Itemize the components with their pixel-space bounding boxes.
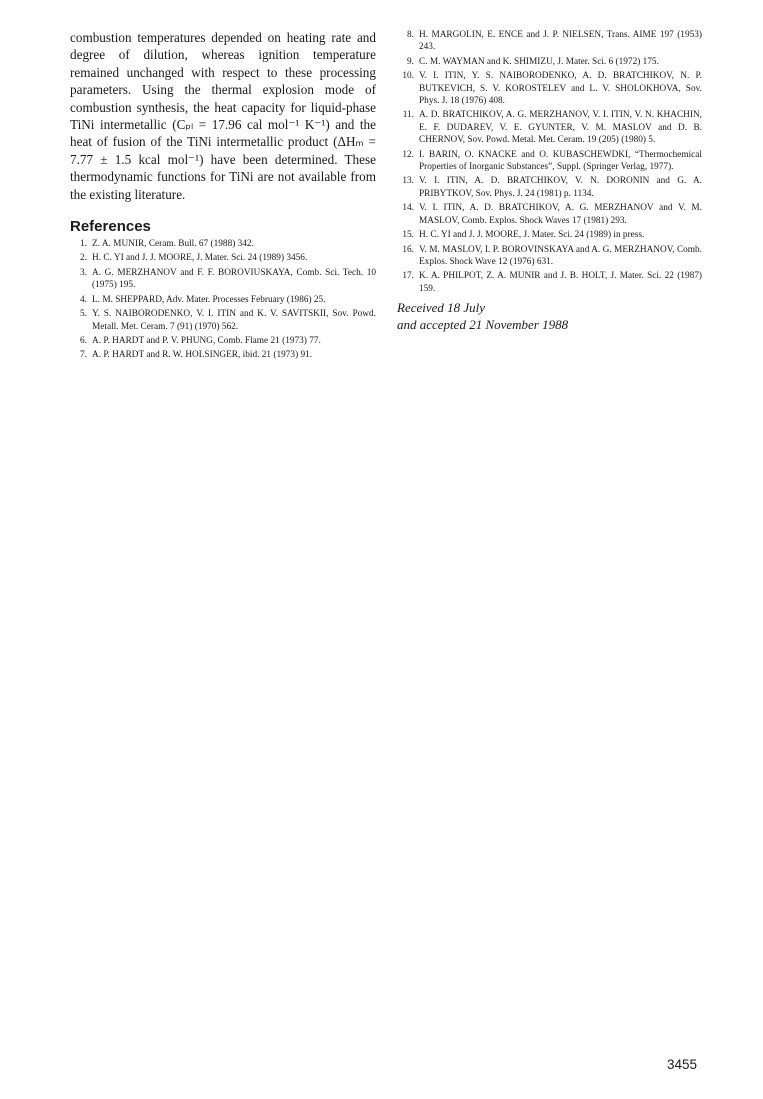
reference-item: [70, 349, 376, 361]
reference-item: [397, 29, 702, 54]
reference-text: I. BARIN, O. KNACKE and O. KUBASCHEWDKI, “Thermochemical Properties of Inorganic Substances”, Suppl. (Springer Verlag, 1977).: [419, 149, 702, 173]
references-heading: References: [70, 218, 151, 236]
body-paragraph: combustion temperatures depended on heating rate and degree of dilution, whereas ignition temperature remained unchanged with respect to these processing parameters. Using the thermal explosion mode of combustion synthesis, the heat capacity for liquid-phase TiNi intermetallic (Cₚₗ = 17.96 cal mol⁻¹ K⁻¹) and the heat of fusion of the TiNi intermetallic product (ΔHₘ = 7.77 ± 1.5 kcal mol⁻¹) have been determined. These thermodynamic functions for TiNi are not available from the existing literature.: [70, 30, 376, 202]
reference-item: [397, 270, 702, 295]
reference-item: [70, 294, 376, 306]
reference-item: [70, 335, 376, 347]
reference-item: [397, 244, 702, 269]
reference-number: 6.: [80, 335, 87, 346]
reference-item: [70, 308, 376, 333]
reference-number: 8.: [407, 30, 414, 40]
reference-number: 4.: [80, 294, 87, 305]
reference-text: V. I. ITIN, A. D. BRATCHIKOV, V. N. DORONIN and G. A. PRIBYTKOV, Sov. Phys. J. 24 (1981) p. 1134.: [419, 176, 702, 199]
received-date: Received 18 July: [397, 300, 486, 316]
right-column: [397, 29, 702, 333]
reference-list-right: [397, 29, 702, 295]
reference-text: C. M. WAYMAN and K. SHIMIZU, J. Mater. Sci. 6 (1972) 175.: [419, 56, 659, 67]
reference-number: 15.: [402, 230, 414, 241]
reference-item: [397, 175, 702, 200]
reference-item: [397, 202, 702, 227]
reference-item: [397, 149, 702, 174]
reference-number: 9.: [407, 56, 414, 67]
reference-text: Z. A. MUNIR, Ceram. Bull. 67 (1988) 342.: [92, 239, 254, 250]
reference-text: V. M. MASLOV, I. P. BOROVINSKAYA and A. G. MERZHANOV, Comb. Explos. Shock Wave 12 (1976) 631.: [419, 244, 702, 267]
reference-item: [70, 252, 376, 264]
reference-number: 13.: [402, 176, 414, 187]
reference-text: H. C. YI and J. J. MOORE, J. Mater. Sci. 24 (1989) 3456.: [92, 253, 308, 264]
reference-item: [397, 229, 702, 241]
reference-item: [397, 109, 702, 146]
reference-number: 5.: [80, 309, 87, 320]
reference-number: 2.: [80, 253, 87, 264]
reference-number: 16.: [402, 244, 414, 255]
left-column: [70, 29, 376, 364]
reference-text: K. A. PHILPOT, Z. A. MUNIR and J. B. HOLT, J. Mater. Sci. 22 (1987) 159.: [419, 271, 702, 294]
reference-list-left: [70, 238, 376, 362]
reference-text: L. M. SHEPPARD, Adv. Mater. Processes February (1986) 25.: [92, 294, 326, 305]
reference-number: 12.: [402, 149, 414, 160]
reference-text: V. I. ITIN, Y. S. NAIBORODENKO, A. D. BRATCHIKOV, N. P. BUTKEVICH, S. V. KOROSTELEV and L. V. SHOLOKHOVA, Sov. Phys. J. 18 (1976) 408.: [419, 71, 702, 107]
reference-text: H. C. YI and J. J. MOORE, J. Mater. Sci. 24 (1989) in press.: [419, 230, 645, 241]
reference-item: [397, 70, 702, 107]
reference-text: Y. S. NAIBORODENKO, V. I. ITIN and K. V. SAVITSKII, Sov. Powd. Metall. Met. Ceram. 7 (91) (1970) 562.: [92, 309, 376, 332]
reference-number: 7.: [80, 350, 87, 361]
reference-number: 10.: [402, 71, 414, 82]
reference-text: V. I. ITIN, A. D. BRATCHIKOV, A. G. MERZHANOV and V. M. MASLOV, Comb. Explos. Shock Waves 17 (1981) 293.: [419, 203, 702, 226]
reference-number: 17.: [402, 271, 414, 282]
reference-text: A. G. MERZHANOV and F. F. BOROVIUSKAYA, Comb. Sci. Tech. 10 (1975) 195.: [92, 267, 376, 291]
reference-item: [70, 267, 376, 292]
accepted-date: and accepted 21 November 1988: [397, 317, 569, 333]
reference-number: 3.: [80, 267, 87, 278]
reference-text: A. P. HARDT and P. V. PHUNG, Comb. Flame 21 (1973) 77.: [92, 335, 321, 346]
reference-number: 1.: [80, 239, 87, 250]
reference-item: [397, 56, 702, 68]
reference-number: 14.: [402, 203, 414, 214]
reference-number: 11.: [402, 110, 414, 121]
page-number: 3455: [666, 1057, 697, 1072]
reference-text: H. MARGOLIN, E. ENCE and J. P. NIELSEN, Trans. AIME 197 (1953) 243.: [419, 30, 702, 53]
reference-text: A. D. BRATCHIKOV, A. G. MERZHANOV, V. I. ITIN, V. N. KHACHIN, E. F. DUDAREV, V. E. GYUNTER, V. M. MASLOV and D. B. CHERNOV, Sov. Powd. Metal. Met. Ceram. 19 (205) (1980) 5.: [419, 110, 702, 146]
reference-item: [70, 238, 376, 250]
reference-text: A. P. HARDT and R. W. HOLSINGER, ibid. 21 (1973) 91.: [92, 350, 313, 361]
